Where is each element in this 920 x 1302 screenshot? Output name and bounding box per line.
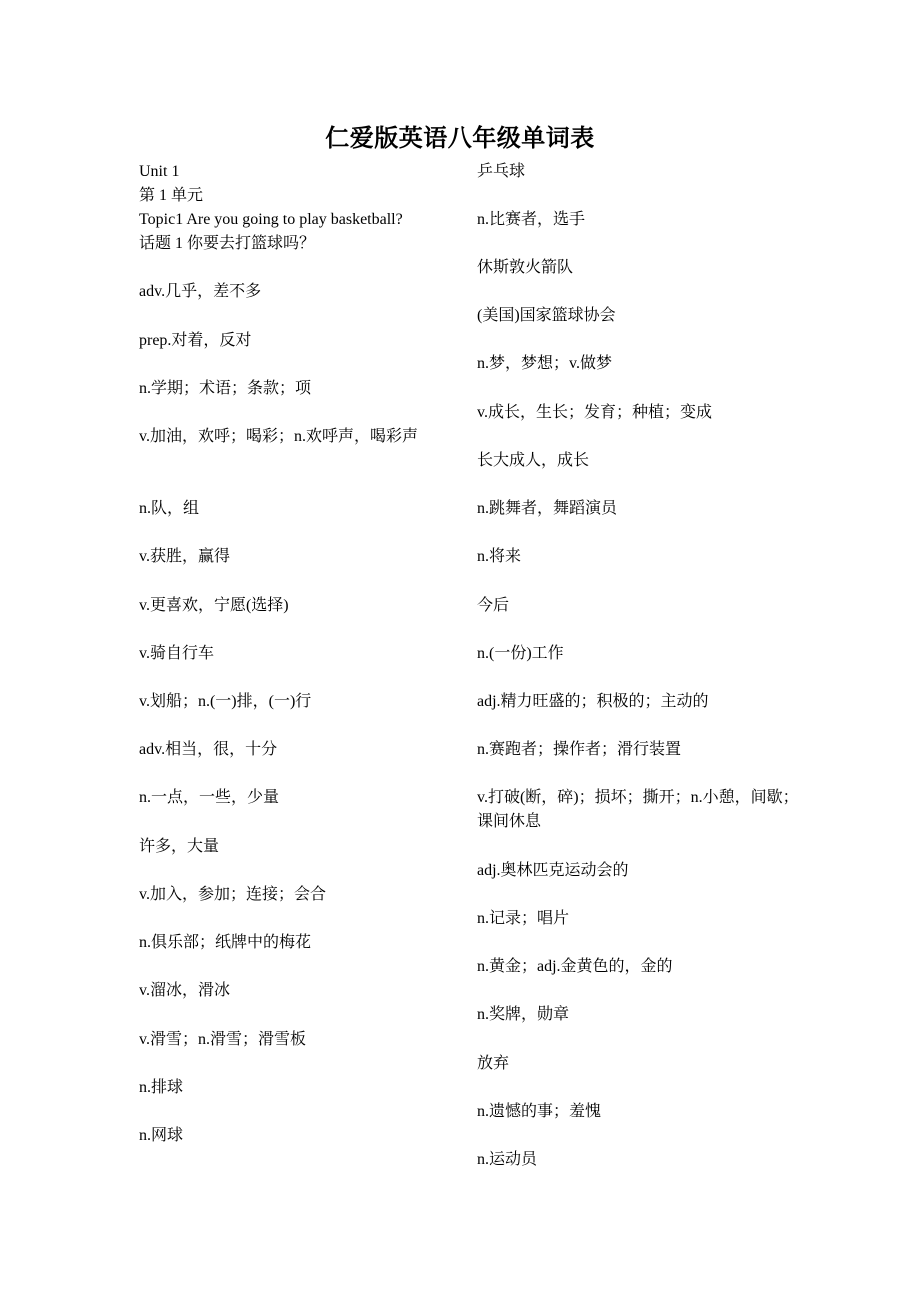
vocab-entry: n.赛跑者；操作者；滑行装置 bbox=[477, 741, 682, 758]
vocab-entry: n.梦，梦想；v.做梦 bbox=[477, 355, 612, 372]
vocab-entry: n.遗憾的事；羞愧 bbox=[477, 1103, 602, 1120]
vocab-entry: v.划船；n.(一)排，(一)行 bbox=[139, 693, 312, 710]
vocab-entry: n.队，组 bbox=[139, 500, 200, 517]
vocab-entry: v.加油，欢呼；喝彩；n.欢呼声，喝彩声 bbox=[139, 428, 418, 445]
vocab-entry: 今后 bbox=[477, 597, 510, 614]
vocab-entry: n.网球 bbox=[139, 1127, 184, 1144]
vocab-entry: v.滑雪；n.滑雪；滑雪板 bbox=[139, 1031, 306, 1048]
vocab-entry: v.成长，生长；发育；种植；变成 bbox=[477, 404, 712, 421]
vocab-entry: v.获胜，赢得 bbox=[139, 548, 230, 565]
vocab-entry: n.一点，一些，少量 bbox=[139, 789, 280, 806]
vocab-entry: v.骑自行车 bbox=[139, 645, 214, 662]
vocab-entry: n.将来 bbox=[477, 548, 522, 565]
vocab-entry: n.记录；唱片 bbox=[477, 910, 570, 927]
vocab-entry: 休斯敦火箭队 bbox=[477, 259, 574, 276]
vocab-entry: n.比赛者，选手 bbox=[477, 211, 586, 228]
vocab-entry: n.(一份)工作 bbox=[477, 645, 564, 662]
vocab-entry: 放弃 bbox=[477, 1055, 510, 1072]
vocab-entry: v.加入，参加；连接；会合 bbox=[139, 886, 326, 903]
vocab-entry: 长大成人，成长 bbox=[477, 452, 590, 469]
unit-heading: Unit 1 bbox=[139, 163, 180, 180]
vocab-entry: n.奖牌，勋章 bbox=[477, 1006, 570, 1023]
vocab-entry: n.学期；术语；条款；项 bbox=[139, 380, 312, 397]
vocab-entry: n.排球 bbox=[139, 1079, 184, 1096]
vocab-entry: adv.相当，很，十分 bbox=[139, 741, 278, 758]
vocab-entry: (美国)国家篮球协会 bbox=[477, 307, 616, 324]
vocab-entry: v.溜冰，滑冰 bbox=[139, 982, 230, 999]
topic-heading: Topic1 Are you going to play basketball? bbox=[139, 211, 403, 228]
vocab-entry: 许多，大量 bbox=[139, 838, 220, 855]
vocab-entry: n.运动员 bbox=[477, 1151, 538, 1168]
vocab-entry-continued: 课间休息 bbox=[477, 813, 542, 830]
topic-heading-cn: 话题 1 你要去打篮球吗？ bbox=[139, 235, 316, 252]
vocab-entry: adj.奥林匹克运动会的 bbox=[477, 862, 629, 879]
unit-heading-cn: 第 1 单元 bbox=[139, 187, 204, 204]
vocab-entry: n.黄金；adj.金黄色的，金的 bbox=[477, 958, 673, 975]
vocab-entry: v.打破(断，碎)；损坏；撕开；n.小憩，间歇； bbox=[477, 789, 799, 806]
vocab-entry: n.跳舞者，舞蹈演员 bbox=[477, 500, 618, 517]
vocab-entry: prep.对着，反对 bbox=[139, 332, 252, 349]
vocab-entry: 乒乓球 bbox=[477, 163, 526, 180]
vocab-entry: adj.精力旺盛的；积极的；主动的 bbox=[477, 693, 709, 710]
vocab-entry: v.更喜欢，宁愿(选择) bbox=[139, 597, 289, 614]
vocab-entry: n.俱乐部；纸牌中的梅花 bbox=[139, 934, 312, 951]
page-title: 仁爱版英语八年级单词表 bbox=[325, 126, 595, 152]
vocab-entry: adv.几乎，差不多 bbox=[139, 283, 262, 300]
